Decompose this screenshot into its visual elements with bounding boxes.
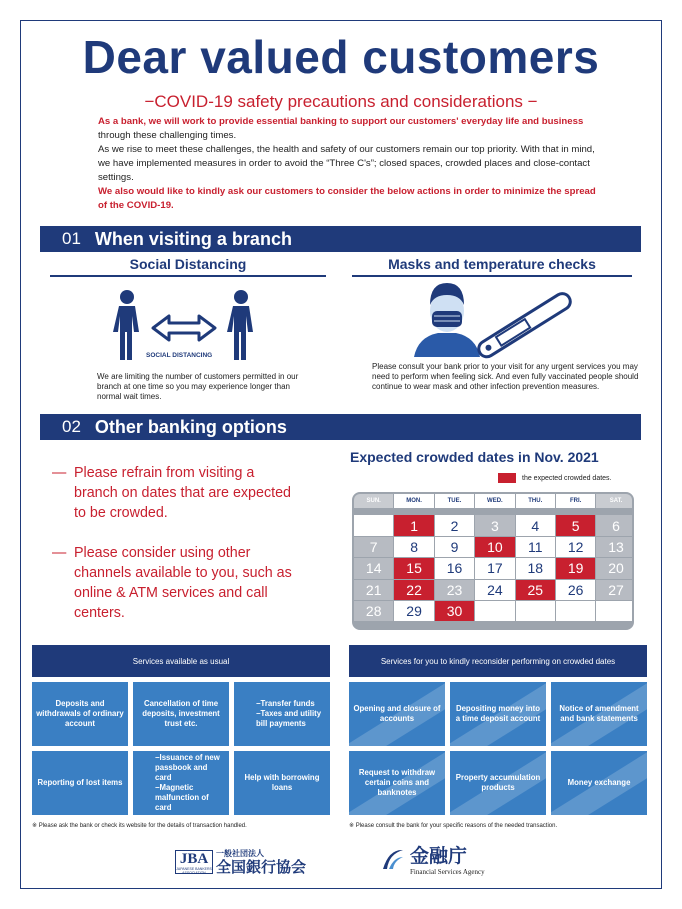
calendar-date: 23 xyxy=(435,580,474,600)
section-02-title: Other banking options xyxy=(94,416,287,437)
calendar-date: 16 xyxy=(435,558,474,578)
fsa-logo-icon xyxy=(380,847,406,873)
jba-logo xyxy=(175,850,213,874)
fsa-name-english: Financial Services Agency xyxy=(410,868,485,876)
services-reconsider-heading: Services for you to kindly reconsider performing on crowded dates xyxy=(349,645,647,677)
reconsider-tile: Opening and closure of accounts xyxy=(349,682,445,746)
calendar-date: 6 xyxy=(596,515,634,535)
calendar-date: 3 xyxy=(475,515,514,535)
social-distancing-text: We are limiting the number of customers permitted in our branch at one time so you may experience longer than normal wait times. xyxy=(97,372,299,401)
social-distancing-label: SOCIAL DISTANCING xyxy=(146,352,213,359)
calendar-day-header: SUN. xyxy=(354,494,393,508)
legend-swatch xyxy=(498,473,516,483)
calendar-date xyxy=(516,601,555,621)
service-tile: −Issuance of new passbook and card −Magnetic malfunction of card xyxy=(133,751,229,815)
calendar-date: 12 xyxy=(556,537,595,557)
calendar-date: 27 xyxy=(596,580,634,600)
jba-org-name: 全国銀行協会 xyxy=(216,859,307,876)
section-01-number: 01 xyxy=(62,229,81,248)
calendar-date-crowded: 30 xyxy=(435,601,474,621)
service-tile: Help with borrowing loans xyxy=(234,751,330,815)
calendar-date: 28 xyxy=(354,601,393,621)
section-01-header xyxy=(40,226,641,252)
calendar-date-crowded: 19 xyxy=(556,558,595,578)
calendar-day-header: MON. xyxy=(394,494,433,508)
calendar-title: Expected crowded dates in Nov. 2021 xyxy=(350,449,599,465)
calendar-date: 2 xyxy=(435,515,474,535)
fsa-name xyxy=(410,846,485,876)
crowded-dates-calendar xyxy=(352,492,634,630)
bullet-text: Please consider using other channels available to you, such as online & ATM services and call centers. xyxy=(74,545,292,621)
calendar-date: 7 xyxy=(354,537,393,557)
fsa-name-japanese: 金融庁 xyxy=(410,846,468,867)
reconsider-tile: Property accumulation products xyxy=(450,751,546,815)
bullet-refrain-visiting xyxy=(52,463,292,523)
calendar-date: 26 xyxy=(556,580,595,600)
intro-plain-text-1: through these challenging times. xyxy=(98,130,237,141)
reconsider-tile: Money exchange xyxy=(551,751,647,815)
calendar-date-crowded: 25 xyxy=(516,580,555,600)
masks-text: Please consult your bank prior to your visit for any urgent services you may need to perform when feeling sick. And even fully vaccinated people should continue to wear mask and other infection prevention measures. xyxy=(372,362,639,391)
section-01-title: When visiting a branch xyxy=(94,228,292,249)
calendar-day-header: WED. xyxy=(475,494,514,508)
masks-heading: Masks and temperature checks xyxy=(352,256,632,277)
intro-plain-text-2: As we rise to meet these challenges, the health and safety of our customers remain our top priority. With that in mind, we have implemented measures in order to avoid the “Three C's”; closed spaces, crowded places and close-contact settings. xyxy=(98,144,595,183)
jba-name xyxy=(216,848,306,876)
calendar-day-header: FRI. xyxy=(556,494,595,508)
service-tile: Cancellation of time deposits, investment trust etc. xyxy=(133,682,229,746)
calendar-date: 14 xyxy=(354,558,393,578)
calendar-date: 29 xyxy=(394,601,433,621)
calendar-date: 24 xyxy=(475,580,514,600)
service-tile: Reporting of lost items xyxy=(32,751,128,815)
jba-org-type: 一般社団法人 xyxy=(216,849,264,858)
page-subtitle: −COVID-19 safety precautions and considerations − xyxy=(144,92,538,111)
services-reconsider-footnote: ※ Please consult the bank for your specific reasons of the needed transaction. xyxy=(349,823,558,829)
social-distancing-heading: Social Distancing xyxy=(50,256,326,277)
jba-logo-letters: JBA xyxy=(179,851,209,867)
calendar-date xyxy=(354,515,393,535)
calendar-date: 13 xyxy=(596,537,634,557)
calendar-date: 11 xyxy=(516,537,555,557)
calendar-day-header: SAT. xyxy=(596,494,634,508)
calendar-date xyxy=(556,601,595,621)
calendar-date: 20 xyxy=(596,558,634,578)
bullet-text: Please refrain from visiting a branch on dates that are expected to be crowded. xyxy=(74,465,291,521)
calendar-date-crowded: 22 xyxy=(394,580,433,600)
reconsider-tile: Request to withdraw certain coins and banknotes xyxy=(349,751,445,815)
jba-logo-caption: JAPANESE BANKERS ASSOCIATION xyxy=(176,867,212,875)
calendar-date: 21 xyxy=(354,580,393,600)
reconsider-tile: Notice of amendment and bank statements xyxy=(551,682,647,746)
calendar-date xyxy=(475,601,514,621)
mask-person-icon xyxy=(412,283,582,359)
services-usual-heading: Services available as usual xyxy=(32,645,330,677)
services-usual-footnote: ※ Please ask the bank or check its website for the details of transaction handled. xyxy=(32,823,247,829)
calendar-date-crowded: 1 xyxy=(394,515,433,535)
calendar-day-header: TUE. xyxy=(435,494,474,508)
calendar-date: 9 xyxy=(435,537,474,557)
calendar-grid xyxy=(354,494,632,621)
section-02-number: 02 xyxy=(62,417,81,436)
calendar-day-header: THU. xyxy=(516,494,555,508)
intro-paragraph xyxy=(98,115,598,213)
page-title: Dear valued customers xyxy=(82,31,600,83)
service-tile: −Transfer funds −Taxes and utility bill payments xyxy=(234,682,330,746)
bullet-dash: — xyxy=(52,545,67,561)
bullet-other-channels xyxy=(52,543,292,623)
intro-red-text-2: We also would like to kindly ask our customers to consider the below actions in order to minimize the spread of the COVID-19. xyxy=(98,186,596,211)
calendar-date-crowded: 5 xyxy=(556,515,595,535)
calendar-date-crowded: 10 xyxy=(475,537,514,557)
section-02-header xyxy=(40,414,641,440)
calendar-date: 17 xyxy=(475,558,514,578)
reconsider-tile: Depositing money into a time deposit account xyxy=(450,682,546,746)
service-tile: Deposits and withdrawals of ordinary account xyxy=(32,682,128,746)
calendar-date-crowded: 15 xyxy=(394,558,433,578)
calendar-legend xyxy=(498,473,612,483)
calendar-date: 18 xyxy=(516,558,555,578)
legend-text: the expected crowded dates. xyxy=(522,474,612,482)
calendar-date: 8 xyxy=(394,537,433,557)
calendar-date: 4 xyxy=(516,515,555,535)
calendar-date xyxy=(596,601,634,621)
intro-red-text-1: As a bank, we will work to provide essential banking to support our customers' everyday life and business xyxy=(98,116,584,127)
bullet-dash: — xyxy=(52,465,67,481)
